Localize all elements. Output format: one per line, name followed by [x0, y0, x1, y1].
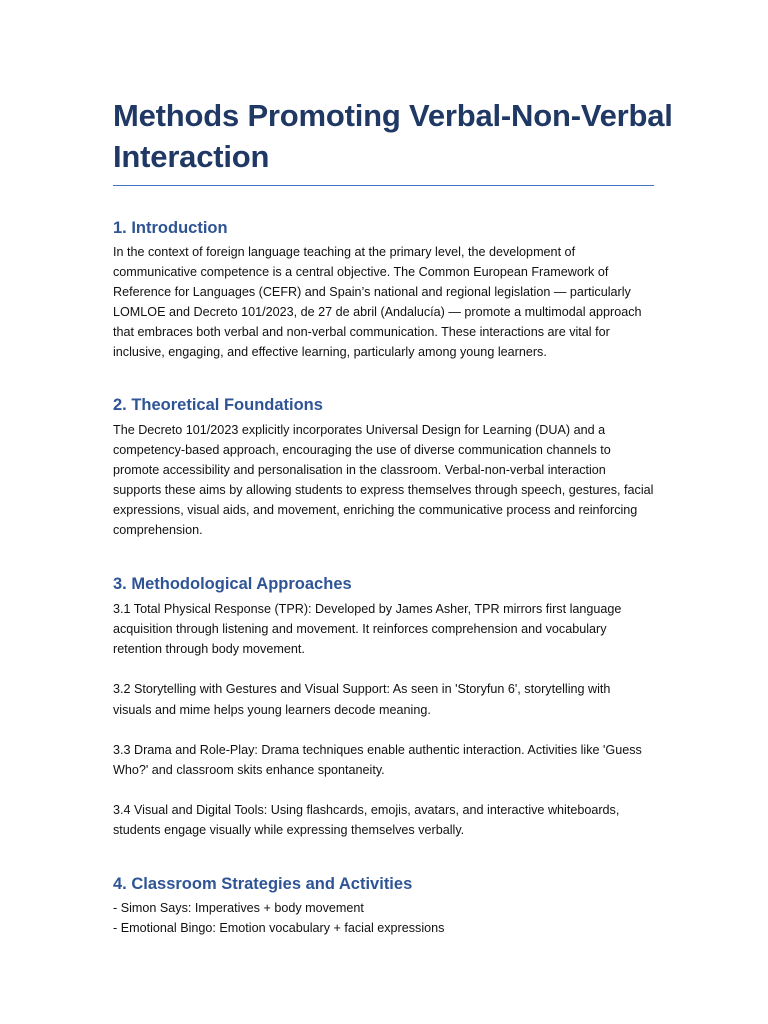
- text-line: communicative competence is a central objective. The Common European Framework of: [113, 265, 609, 280]
- text-line: expressions, visual aids, and movement, enriching the communicative process and reinforcing: [113, 502, 638, 517]
- text-line: In the context of foreign language teaching at the primary level, the development of: [113, 245, 576, 259]
- text-line: retention through body movement.: [113, 642, 305, 657]
- text-line: 3.1 Total Physical Response (TPR): Developed by James Asher, TPR mirrors first language: [113, 602, 622, 617]
- text-line: that embraces both verbal and non-verbal communication. These interactions are vital for: [113, 325, 610, 340]
- text-line: visuals and mime helps young learners decode meaning.: [113, 702, 431, 717]
- text-line: inclusive, engaging, and effective learning, particularly among young learners.: [113, 345, 547, 360]
- title-line: Methods Promoting Verbal-Non-Verbal: [113, 98, 673, 133]
- text-line: Who?' and classroom skits enhance spontaneity.: [113, 762, 385, 777]
- text-line: supports these aims by allowing students to express themselves through speech, gestures, facial: [113, 482, 654, 497]
- section-heading: 2. Theoretical Foundations: [113, 395, 323, 414]
- section-theoretical-foundations: [113, 394, 655, 541]
- section-classroom-strategies: [113, 873, 655, 938]
- list-item: - Simon Says: Imperatives + body movement: [113, 900, 364, 915]
- text-line: LOMLOE and Decreto 101/2023, de 27 de abril (Andalucía) — promote a multimodal approach: [113, 305, 642, 320]
- text-line: competency-based approach, encouraging the use of diverse communication channels to: [113, 442, 611, 457]
- subsection-drama: [113, 740, 658, 780]
- text-line: The Decreto 101/2023 explicitly incorporates Universal Design for Learning (DUA) and a: [113, 422, 606, 437]
- document-title: [113, 95, 673, 186]
- section-heading: 3. Methodological Approaches: [113, 575, 352, 594]
- text-line: promote accessibility and personalisation in the classroom. Verbal-non-verbal interaction: [113, 462, 606, 477]
- section-paragraph: [113, 242, 658, 363]
- section-heading: 4. Classroom Strategies and Activities: [113, 874, 413, 893]
- section-introduction: [113, 217, 655, 363]
- section-heading: 1. Introduction: [113, 219, 228, 237]
- text-line: 3.3 Drama and Role-Play: Drama techniques enable authentic interaction. Activities like 'Guess: [113, 742, 642, 757]
- subsection-storytelling: [113, 679, 658, 719]
- text-line: comprehension.: [113, 523, 203, 538]
- title-line: Interaction: [113, 139, 270, 174]
- subsection-visual-digital-tools: [113, 800, 658, 840]
- subsection-tpr: [113, 599, 658, 659]
- section-methodological-approaches: [113, 573, 655, 840]
- text-line: 3.2 Storytelling with Gestures and Visual Support: As seen in 'Storyfun 6', storytelling with: [113, 682, 611, 697]
- text-line: acquisition through listening and movement. It reinforces comprehension and vocabulary: [113, 622, 607, 637]
- text-line: 3.4 Visual and Digital Tools: Using flashcards, emojis, avatars, and interactive whiteboards,: [113, 802, 620, 817]
- list-item: - Emotional Bingo: Emotion vocabulary + facial expressions: [113, 921, 445, 936]
- text-line: Reference for Languages (CEFR) and Spain’s national and regional legislation — particularly: [113, 285, 631, 300]
- text-line: students engage visually while expressing themselves verbally.: [113, 822, 465, 837]
- section-paragraph: [113, 420, 658, 541]
- activity-list: [113, 898, 658, 938]
